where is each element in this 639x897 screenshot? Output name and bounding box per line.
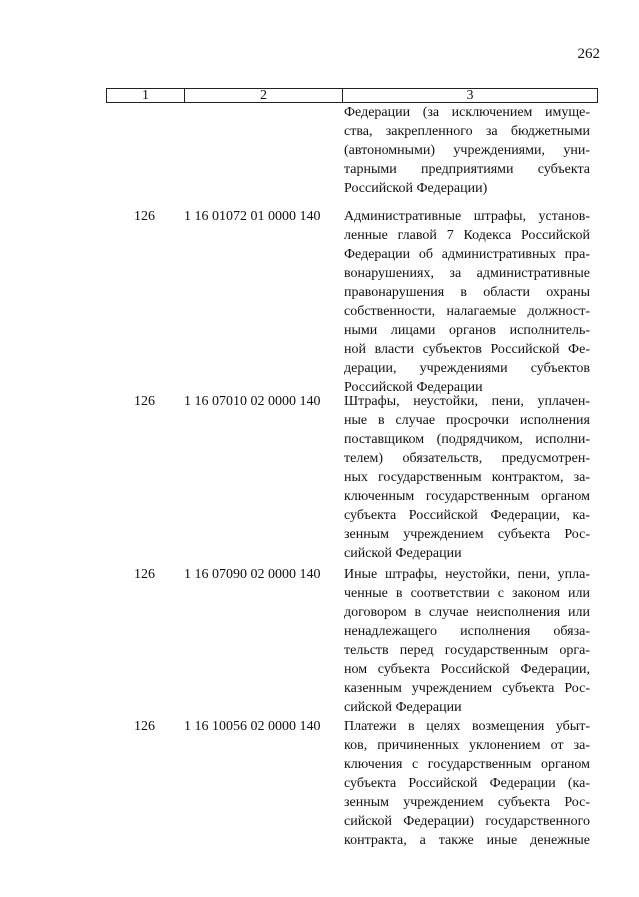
description-line: субъекта Российской Федерации, ка- [344,508,590,523]
income-description [344,565,590,717]
budget-classification-code: 1 16 10056 02 0000 140 [184,719,321,734]
income-description [344,392,590,563]
description-line: правонарушения в области охраны [344,285,590,300]
description-line: вонарушениях, за административные [344,266,590,281]
header-col-3: 3 [466,88,474,103]
table-header [106,88,598,103]
description-line: тельств перед государственным орга- [344,643,590,658]
description-line: ненадлежащего исполнения обяза- [344,624,590,639]
continuation-description [344,103,590,198]
description-line: ными лицами органов исполнитель- [344,323,590,338]
header-col-2: 2 [185,89,343,102]
description-line: Российской Федерации) [344,181,488,196]
description-line: телем) обязательств, предусмотрен- [344,451,590,466]
description-line: тарными предприятиями субъекта [344,162,590,177]
description-line: дерации, учреждениями субъектов [344,361,590,376]
description-line: казенным учреждением субъекта Рос- [344,681,590,696]
description-line: сийской Федерации [344,700,462,715]
description-line: ключения с государственным органом [344,757,590,772]
description-line: Административные штрафы, установ- [344,209,590,224]
description-line: ченные в соответствии с законом или [344,586,590,601]
description-line: ства, закрепленного за бюджетными [344,124,590,139]
description-line: ков, причиненных уклонением от за- [344,738,590,753]
description-line: сийской Федерации [344,546,462,561]
admin-code: 126 [134,719,155,734]
description-line: ные в случае просрочки исполнения [344,413,590,428]
description-line: Штрафы, неустойки, пени, уплачен- [344,394,590,409]
income-description [344,717,590,850]
admin-code: 126 [134,567,155,582]
admin-code: 126 [134,209,155,224]
description-line: сийской Федерации) государственного [344,814,590,829]
description-line: (автономными) учреждениями, уни- [344,143,590,158]
description-line: ных государственным контрактом, за- [344,470,590,485]
description-line: Федерации об административных пра- [344,247,590,262]
header-col-1: 1 [107,89,185,102]
description-line: субъекта Российской Федерации (ка- [344,776,590,791]
description-line: ленные главой 7 Кодекса Российской [344,228,590,243]
description-line: ключенным государственным органом [344,489,590,504]
budget-classification-code: 1 16 01072 01 0000 140 [184,209,321,224]
description-line: Федерации (за исключением имуще- [344,105,590,120]
description-line: поставщиком (подрядчиком, исполни- [344,432,590,447]
admin-code: 126 [134,394,155,409]
description-line: контракта, а также иные денежные [344,833,590,848]
description-line: зенным учреждением субъекта Рос- [344,527,590,542]
budget-classification-code: 1 16 07090 02 0000 140 [184,567,321,582]
description-line: ной власти субъектов Российской Фе- [344,342,590,357]
income-description [344,207,590,397]
description-line: зенным учреждением субъекта Рос- [344,795,590,810]
description-line: Российской Федерации [344,380,483,395]
budget-classification-code: 1 16 07010 02 0000 140 [184,394,321,409]
description-line: Иные штрафы, неустойки, пени, упла- [344,567,590,582]
description-line: договором в случае неисполнения или [344,605,590,620]
description-line: собственности, налагаемые должност- [344,304,590,319]
description-line: ном субъекта Российской Федерации, [344,662,590,677]
description-line: Платежи в целях возмещения убыт- [344,719,590,734]
page-number: 262 [577,46,600,62]
